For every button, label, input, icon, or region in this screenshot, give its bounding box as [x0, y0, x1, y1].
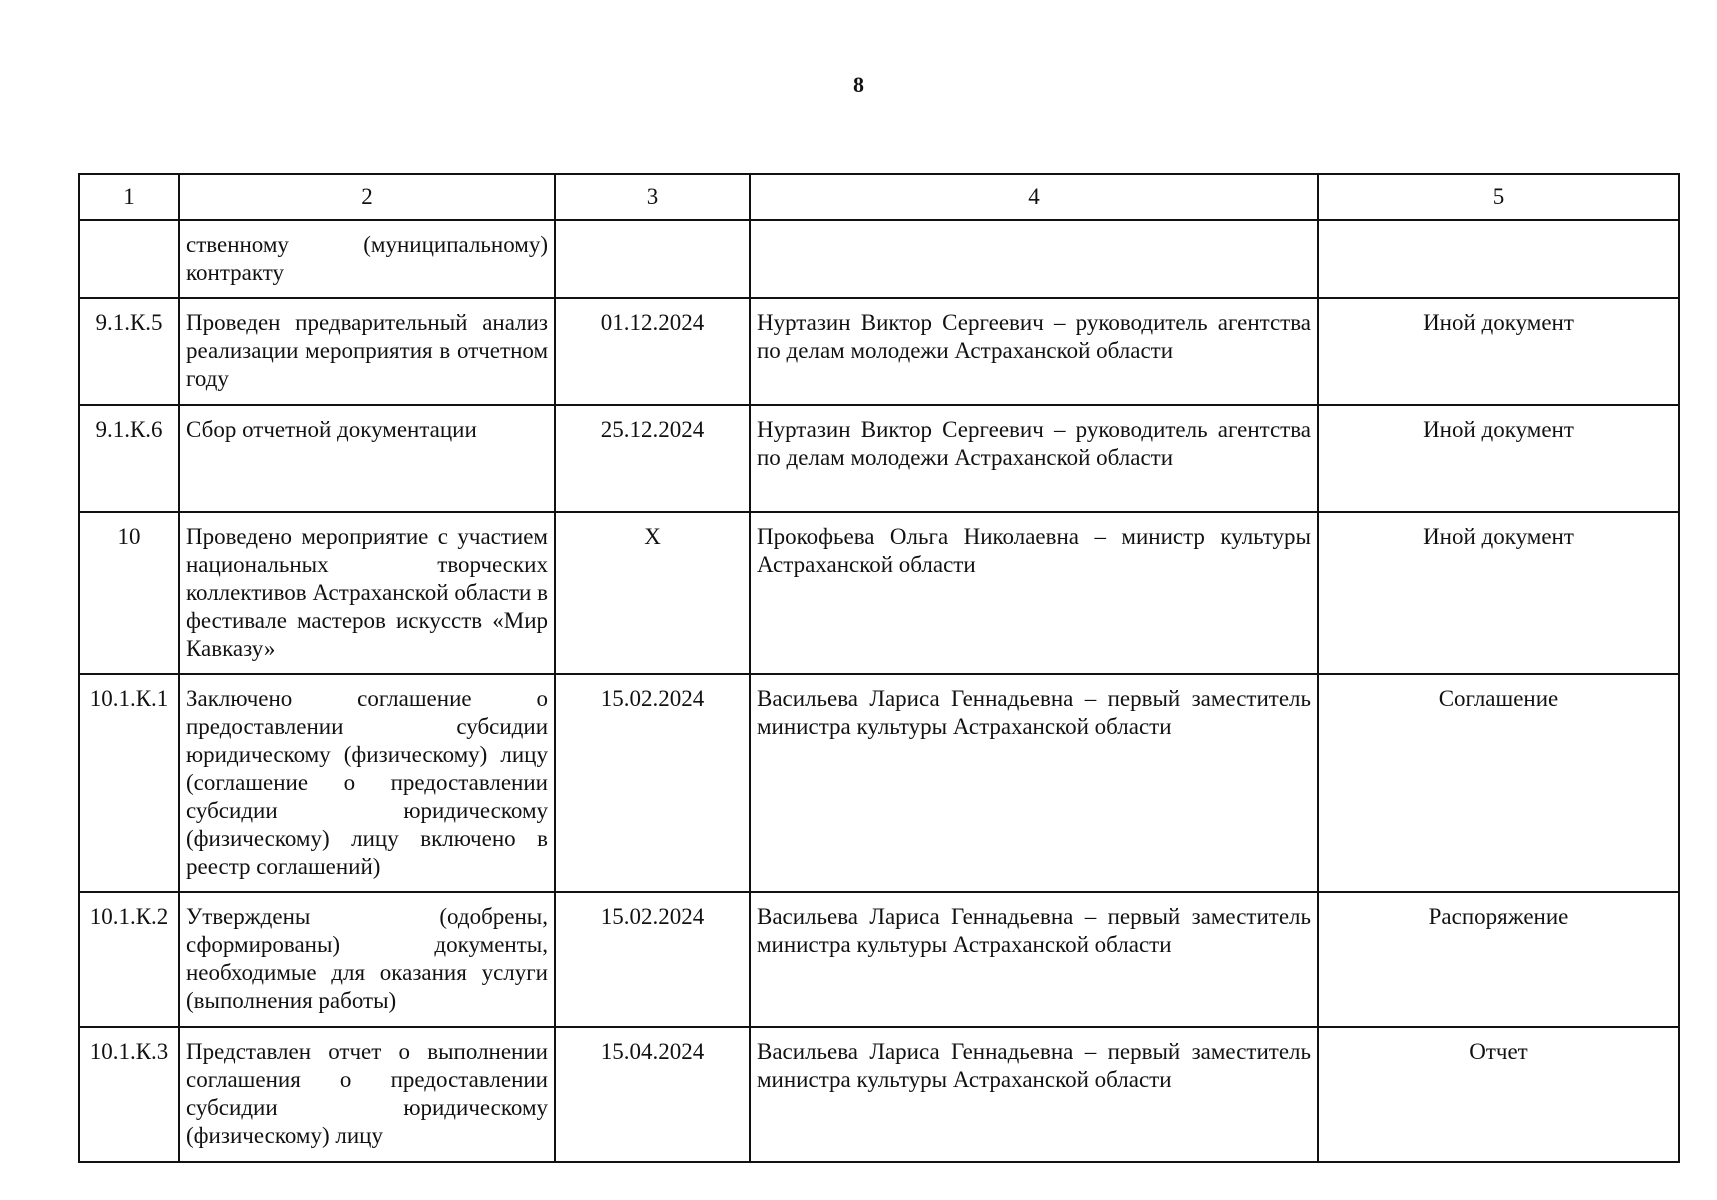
column-header-1: 1 — [79, 174, 179, 220]
row-description: Проведен предварительный анализ реализации мероприятия в отчетном году — [179, 298, 555, 405]
row-date: 01.12.2024 — [555, 298, 750, 405]
row-responsible — [750, 220, 1318, 298]
row-number: 10.1.К.2 — [79, 892, 179, 1027]
table-row — [79, 405, 1679, 512]
row-date: 25.12.2024 — [555, 405, 750, 512]
row-description: Утверждены (одобрены, сформированы) документы, необходимые для оказания услуги (выполнения работы) — [179, 892, 555, 1027]
row-number: 10 — [79, 512, 179, 674]
table-row — [79, 892, 1679, 1027]
row-document-type: Иной документ — [1318, 405, 1679, 512]
row-document-type: Отчет — [1318, 1027, 1679, 1162]
row-date: Х — [555, 512, 750, 674]
row-number — [79, 220, 179, 298]
row-document-type: Иной документ — [1318, 512, 1679, 674]
document-table — [78, 173, 1680, 1163]
row-date — [555, 220, 750, 298]
row-document-type: Соглашение — [1318, 674, 1679, 892]
row-responsible: Васильева Лариса Геннадьевна – первый заместитель министра культуры Астраханской области — [750, 892, 1318, 1027]
column-header-5: 5 — [1318, 174, 1679, 220]
row-responsible: Нуртазин Виктор Сергеевич – руководитель агентства по делам молодежи Астраханской области — [750, 405, 1318, 512]
row-description: Заключено соглашение о предоставлении субсидии юридическому (физическому) лицу (соглашение о предоставлении субсидии юридическому (физическому) лицу включено в реестр соглашений) — [179, 674, 555, 892]
row-date: 15.04.2024 — [555, 1027, 750, 1162]
row-responsible: Прокофьева Ольга Николаевна – министр культуры Астраханской области — [750, 512, 1318, 674]
row-responsible: Васильева Лариса Геннадьевна – первый заместитель министра культуры Астраханской области — [750, 1027, 1318, 1162]
column-header-3: 3 — [555, 174, 750, 220]
row-description: Представлен отчет о выполнении соглашения о предоставлении субсидии юридическому (физическому) лицу — [179, 1027, 555, 1162]
row-date: 15.02.2024 — [555, 892, 750, 1027]
row-number: 10.1.К.3 — [79, 1027, 179, 1162]
row-responsible: Нуртазин Виктор Сергеевич – руководитель агентства по делам молодежи Астраханской области — [750, 298, 1318, 405]
row-description: Сбор отчетной документации — [179, 405, 555, 512]
row-description: ственному (муниципальному) контракту — [179, 220, 555, 298]
table-row — [79, 298, 1679, 405]
row-document-type: Иной документ — [1318, 298, 1679, 405]
table-row — [79, 674, 1679, 892]
table-row — [79, 220, 1679, 298]
table-row — [79, 1027, 1679, 1162]
row-document-type — [1318, 220, 1679, 298]
column-header-2: 2 — [179, 174, 555, 220]
row-number: 10.1.К.1 — [79, 674, 179, 892]
row-responsible: Васильева Лариса Геннадьевна – первый заместитель министра культуры Астраханской области — [750, 674, 1318, 892]
table-row — [79, 512, 1679, 674]
row-description: Проведено мероприятие с участием национальных творческих коллективов Астраханской области в фестивале мастеров искусств «Мир Кавказу» — [179, 512, 555, 674]
row-number: 9.1.К.5 — [79, 298, 179, 405]
column-header-4: 4 — [750, 174, 1318, 220]
row-date: 15.02.2024 — [555, 674, 750, 892]
row-number: 9.1.К.6 — [79, 405, 179, 512]
table-header-row — [79, 174, 1679, 220]
row-document-type: Распоряжение — [1318, 892, 1679, 1027]
page-number: 8 — [853, 72, 864, 97]
